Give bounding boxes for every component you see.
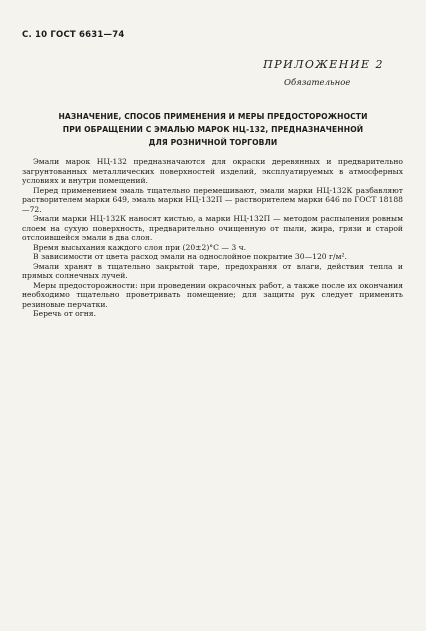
heading-line: ПРИ ОБРАЩЕНИИ С ЭМАЛЬЮ МАРОК НЦ-132, ПРЕДНАЗНАЧЕННОЙ xyxy=(62,125,364,134)
paragraph-precautions: Меры предосторожности: при проведении окрасочных работ, а также после их окончания необходимо тщательно проветривать помещение; для защиты рук следует применять резиновые перчатки. xyxy=(22,280,403,309)
paragraph-purpose: Эмали марок НЦ-132 предназначаются для окраски деревянных и предварительно загрунтованных металлических поверхностей изделий, эксплуатируемых в атмосферных условиях и внутри помещений. xyxy=(22,157,403,185)
body-text xyxy=(22,157,403,319)
paragraph-preparation: Перед применением эмаль тщательно перемешивают, эмали марки НЦ-132К разбавляют растворителем марки 649, эмаль марки НЦ-132П — растворителем марки 646 по ГОСТ 18188—72. xyxy=(22,185,403,214)
paragraph-fire-warning: Беречь от огня. xyxy=(33,309,97,318)
page-header: С. 10 ГОСТ 6631—74 xyxy=(22,30,125,40)
paragraph-application: Эмали марки НЦ-132К наносят кистью, а марки НЦ-132П — методом распыления ровным слоем на сухую поверхность, предварительно очищенную от пыли, жира, грязи и старой отслоившейся эмали в два слоя. xyxy=(22,214,403,242)
appendix-title: ПРИЛОЖЕНИЕ 2 xyxy=(263,58,384,71)
appendix-subtitle: Обязательное xyxy=(284,78,351,88)
heading-line: НАЗНАЧЕНИЕ, СПОСОБ ПРИМЕНЕНИЯ И МЕРЫ ПРЕДОСТОРОЖНОСТИ xyxy=(58,112,368,121)
appendix-block xyxy=(244,58,384,89)
paragraph-storage: Эмали хранят в тщательно закрытой таре, предохраняя от влаги, действия тепла и прямых солнечных лучей. xyxy=(22,261,403,280)
paragraph-consumption: В зависимости от цвета расход эмали на однослойное покрытие 30—120 г/м². xyxy=(33,252,347,261)
heading-line: ДЛЯ РОЗНИЧНОЙ ТОРГОВЛИ xyxy=(148,138,278,147)
paragraph-drying-time: Время высыхания каждого слоя при (20±2)°С — 3 ч. xyxy=(33,242,247,252)
section-heading xyxy=(22,110,404,149)
